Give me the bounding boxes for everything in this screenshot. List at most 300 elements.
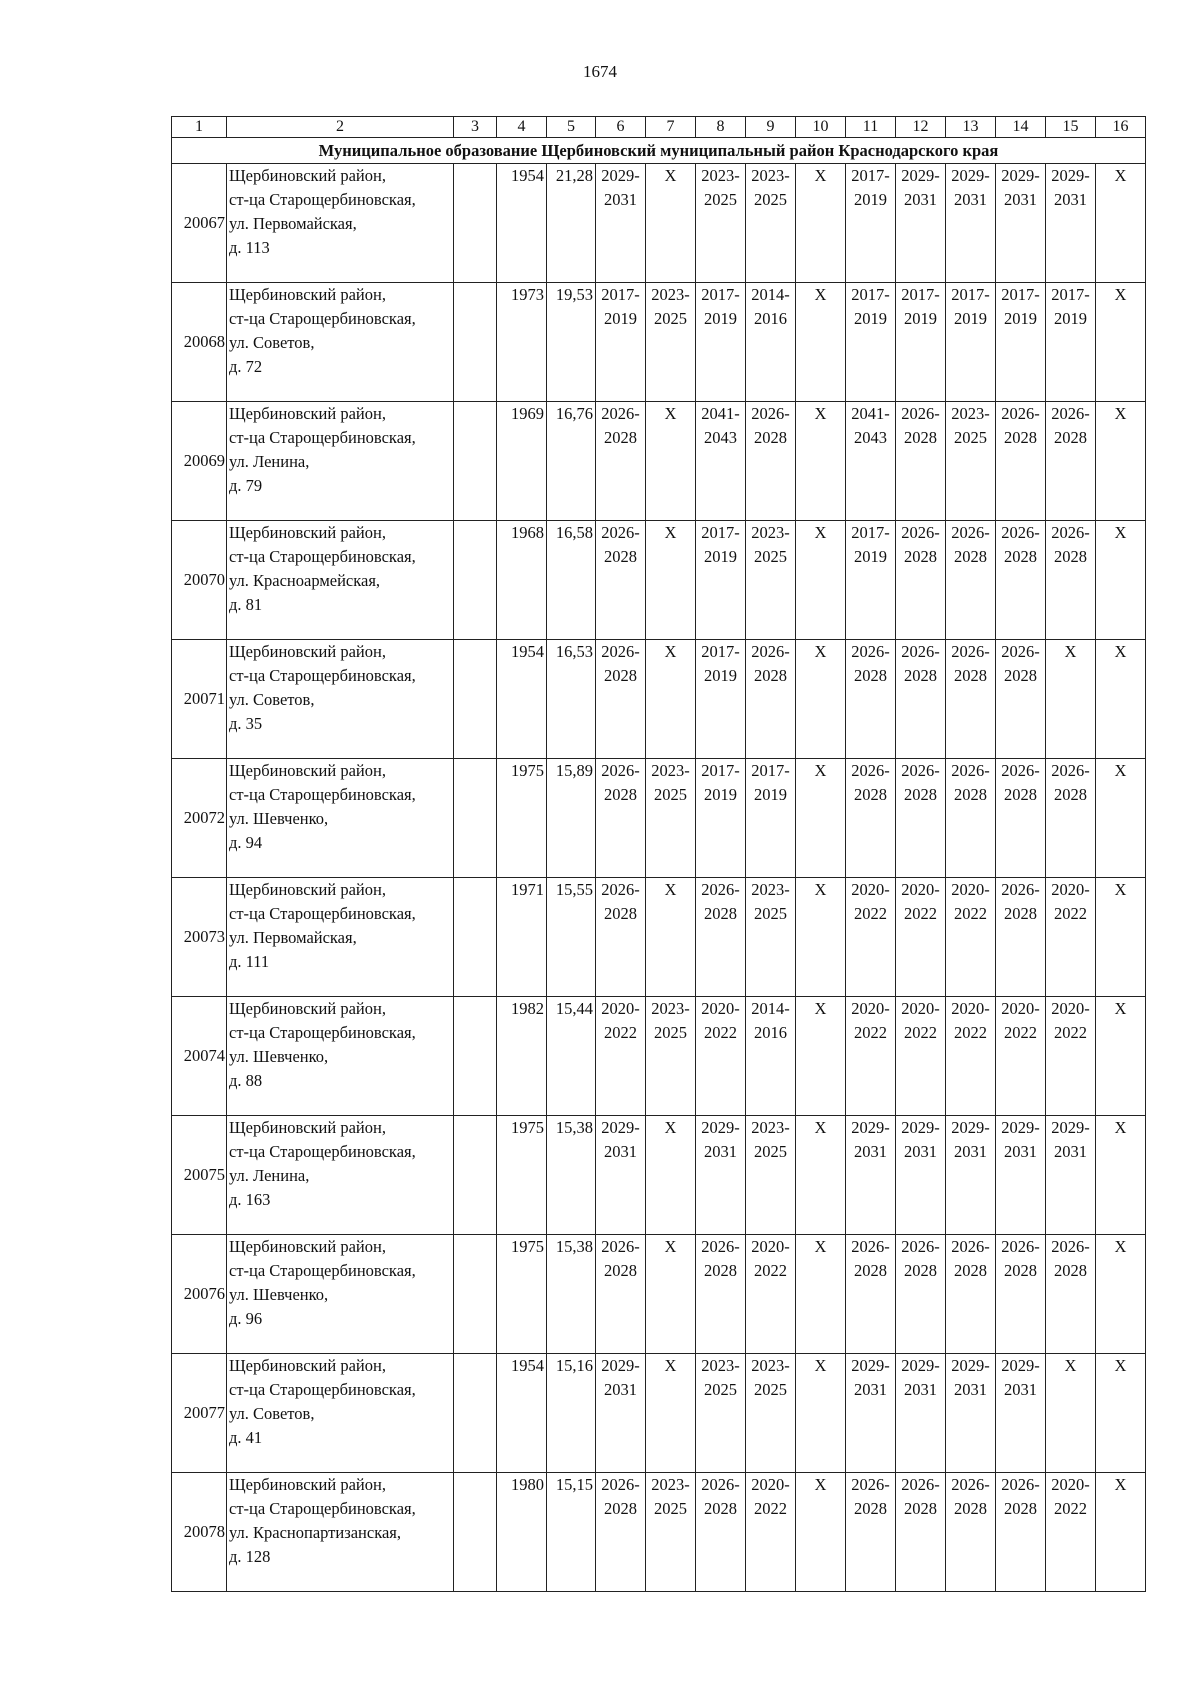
period-c12 [896, 1354, 946, 1473]
period-c10 [796, 878, 846, 997]
period-c12 [896, 640, 946, 759]
period-c16 [1096, 521, 1146, 640]
period-start: X [1114, 761, 1127, 780]
period-start: 2020- [701, 999, 740, 1018]
period-end: 2025 [654, 1023, 687, 1042]
column-number: 9 [746, 117, 796, 138]
period-end: 2028 [1004, 1261, 1037, 1280]
period-start: 2029- [901, 1356, 940, 1375]
period-c10 [796, 1473, 846, 1592]
period-start: 2023- [651, 999, 690, 1018]
period-start: 2029- [701, 1118, 740, 1137]
address-cell [227, 283, 454, 402]
column-3-cell [454, 878, 497, 997]
period-end: 2019 [1054, 309, 1087, 328]
period-c12 [896, 1235, 946, 1354]
period-c9 [746, 1473, 796, 1592]
period-end: 2031 [904, 1380, 937, 1399]
period-c13 [946, 878, 996, 997]
address-line: ул. Советов, [229, 1404, 315, 1423]
address-line: Щербиновский район, [229, 1237, 386, 1256]
period-start: 2023- [751, 166, 790, 185]
period-c6 [596, 521, 646, 640]
period-c16 [1096, 1235, 1146, 1354]
period-start: 2026- [1051, 1237, 1090, 1256]
period-end: 2022 [1054, 1499, 1087, 1518]
period-c12 [896, 402, 946, 521]
area-value: 15,15 [547, 1473, 596, 1592]
address-line: ст-ца Старощербиновская, [229, 190, 416, 209]
period-c7 [646, 997, 696, 1116]
period-start: 2026- [701, 1237, 740, 1256]
period-start: 2026- [851, 642, 890, 661]
address-line: ст-ца Старощербиновская, [229, 1380, 416, 1399]
page-number: 1674 [583, 62, 617, 81]
period-c16 [1096, 759, 1146, 878]
period-end: 2043 [854, 428, 887, 447]
period-start: X [814, 404, 827, 423]
period-start: 2026- [901, 1237, 940, 1256]
period-end: 2028 [1004, 904, 1037, 923]
column-3-cell [454, 1354, 497, 1473]
period-start: 2026- [751, 404, 790, 423]
period-c15 [1046, 1473, 1096, 1592]
address-line: Щербиновский район, [229, 166, 386, 185]
period-start: X [1114, 880, 1127, 899]
period-end: 2031 [704, 1142, 737, 1161]
period-c12 [896, 283, 946, 402]
period-c7 [646, 759, 696, 878]
period-end: 2022 [1054, 904, 1087, 923]
area-value: 15,38 [547, 1116, 596, 1235]
period-c16 [1096, 1473, 1146, 1592]
period-end: 2028 [604, 547, 637, 566]
column-number: 12 [896, 117, 946, 138]
address-line: ст-ца Старощербиновская, [229, 1499, 416, 1518]
address-line: ул. Краснопартизанская, [229, 1523, 402, 1542]
address-line: ст-ца Старощербиновская, [229, 785, 416, 804]
period-start: 2017- [701, 285, 740, 304]
period-c12 [896, 1473, 946, 1592]
period-c7 [646, 521, 696, 640]
address-cell [227, 640, 454, 759]
period-end: 2016 [754, 309, 787, 328]
address-line: Щербиновский район, [229, 1475, 386, 1494]
address-line: д. 88 [229, 1071, 263, 1090]
period-c9 [746, 164, 796, 283]
period-c8 [696, 759, 746, 878]
period-start: X [1064, 1356, 1077, 1375]
period-c15 [1046, 759, 1096, 878]
record-id: 20074 [172, 997, 227, 1116]
period-c6 [596, 997, 646, 1116]
commissioning-year: 1975 [497, 1235, 547, 1354]
period-end: 2031 [904, 190, 937, 209]
period-start: 2026- [951, 642, 990, 661]
address-line: д. 72 [229, 357, 263, 376]
period-end: 2025 [754, 190, 787, 209]
period-start: X [814, 1356, 827, 1375]
address-cell [227, 1235, 454, 1354]
period-end: 2028 [754, 428, 787, 447]
section-row [172, 138, 1146, 164]
commissioning-year: 1954 [497, 164, 547, 283]
period-start: X [1114, 1237, 1127, 1256]
period-end: 2016 [754, 1023, 787, 1042]
period-end: 2028 [1004, 428, 1037, 447]
period-end: 2028 [854, 785, 887, 804]
table-row [172, 878, 1146, 997]
period-start: 2026- [1001, 1475, 1040, 1494]
address-line: Щербиновский район, [229, 285, 386, 304]
period-end: 2031 [854, 1380, 887, 1399]
period-start: 2023- [751, 1356, 790, 1375]
period-end: 2022 [954, 904, 987, 923]
column-number: 6 [596, 117, 646, 138]
period-end: 2031 [954, 1380, 987, 1399]
period-end: 2028 [954, 1499, 987, 1518]
period-c8 [696, 164, 746, 283]
address-cell [227, 878, 454, 997]
record-id: 20069 [172, 402, 227, 521]
period-c14 [996, 1354, 1046, 1473]
period-c6 [596, 759, 646, 878]
period-start: 2017- [851, 285, 890, 304]
address-line: ст-ца Старощербиновская, [229, 1023, 416, 1042]
period-start: 2017- [601, 285, 640, 304]
period-start: X [1064, 642, 1077, 661]
address-line: ул. Ленина, [229, 452, 310, 471]
period-start: X [1114, 285, 1127, 304]
record-id: 20067 [172, 164, 227, 283]
period-c12 [896, 1116, 946, 1235]
address-line: Щербиновский район, [229, 1118, 386, 1137]
period-start: 2020- [851, 880, 890, 899]
period-end: 2028 [604, 666, 637, 685]
period-end: 2019 [704, 547, 737, 566]
column-number: 7 [646, 117, 696, 138]
period-start: 2029- [851, 1356, 890, 1375]
period-c11 [846, 640, 896, 759]
period-end: 2028 [1054, 785, 1087, 804]
period-end: 2031 [1054, 190, 1087, 209]
period-end: 2019 [854, 547, 887, 566]
record-id: 20070 [172, 521, 227, 640]
period-end: 2028 [1054, 547, 1087, 566]
period-start: 2023- [751, 880, 790, 899]
period-start: 2023- [751, 1118, 790, 1137]
period-c15 [1046, 1354, 1096, 1473]
area-value: 15,89 [547, 759, 596, 878]
period-c13 [946, 402, 996, 521]
period-start: 2026- [1001, 880, 1040, 899]
period-end: 2028 [904, 785, 937, 804]
period-c10 [796, 283, 846, 402]
period-c10 [796, 640, 846, 759]
period-start: 2026- [1051, 523, 1090, 542]
period-c7 [646, 283, 696, 402]
record-id: 20075 [172, 1116, 227, 1235]
period-end: 2028 [1004, 785, 1037, 804]
address-line: ул. Первомайская, [229, 214, 357, 233]
period-c16 [1096, 1116, 1146, 1235]
period-start: 2026- [901, 523, 940, 542]
period-start: 2026- [701, 880, 740, 899]
period-c13 [946, 997, 996, 1116]
period-c11 [846, 878, 896, 997]
address-line: ст-ца Старощербиновская, [229, 428, 416, 447]
table-row [172, 283, 1146, 402]
period-start: 2029- [1051, 1118, 1090, 1137]
column-number: 3 [454, 117, 497, 138]
period-c6 [596, 878, 646, 997]
period-end: 2025 [704, 1380, 737, 1399]
period-c14 [996, 997, 1046, 1116]
period-start: 2026- [601, 642, 640, 661]
period-end: 2028 [1004, 666, 1037, 685]
period-end: 2028 [604, 428, 637, 447]
period-end: 2028 [954, 547, 987, 566]
address-cell [227, 997, 454, 1116]
period-c11 [846, 164, 896, 283]
column-3-cell [454, 1473, 497, 1592]
period-start: 2041- [701, 404, 740, 423]
address-line: д. 81 [229, 595, 263, 614]
period-start: 2020- [1051, 999, 1090, 1018]
period-start: X [664, 166, 677, 185]
commissioning-year: 1954 [497, 1354, 547, 1473]
address-cell [227, 1473, 454, 1592]
period-end: 2022 [1054, 1023, 1087, 1042]
period-start: 2041- [851, 404, 890, 423]
period-c7 [646, 1354, 696, 1473]
period-end: 2025 [654, 309, 687, 328]
table-row [172, 640, 1146, 759]
period-c11 [846, 1473, 896, 1592]
period-end: 2022 [1004, 1023, 1037, 1042]
address-line: д. 79 [229, 476, 263, 495]
period-end: 2022 [904, 904, 937, 923]
period-c11 [846, 283, 896, 402]
period-c11 [846, 402, 896, 521]
address-line: Щербиновский район, [229, 642, 386, 661]
period-c13 [946, 1473, 996, 1592]
register-table [171, 116, 1146, 1592]
period-start: X [814, 761, 827, 780]
period-end: 2028 [1004, 547, 1037, 566]
period-start: 2020- [601, 999, 640, 1018]
commissioning-year: 1982 [497, 997, 547, 1116]
address-line: ст-ца Старощербиновская, [229, 1261, 416, 1280]
period-c8 [696, 1473, 746, 1592]
period-start: X [664, 880, 677, 899]
commissioning-year: 1968 [497, 521, 547, 640]
period-start: X [1114, 166, 1127, 185]
period-start: X [1114, 1356, 1127, 1375]
period-start: 2029- [951, 1118, 990, 1137]
commissioning-year: 1980 [497, 1473, 547, 1592]
period-start: 2026- [601, 523, 640, 542]
address-line: Щербиновский район, [229, 880, 386, 899]
address-line: ул. Шевченко, [229, 1285, 329, 1304]
commissioning-year: 1954 [497, 640, 547, 759]
period-start: 2026- [601, 880, 640, 899]
period-c14 [996, 1235, 1046, 1354]
period-end: 2025 [754, 904, 787, 923]
period-end: 2031 [954, 1142, 987, 1161]
period-start: 2026- [851, 1475, 890, 1494]
period-c9 [746, 1354, 796, 1473]
period-end: 2028 [904, 1261, 937, 1280]
column-3-cell [454, 1116, 497, 1235]
period-end: 2019 [704, 666, 737, 685]
period-c12 [896, 997, 946, 1116]
period-start: X [814, 642, 827, 661]
address-line: ст-ца Старощербиновская, [229, 547, 416, 566]
period-start: X [664, 642, 677, 661]
period-start: 2017- [1001, 285, 1040, 304]
period-start: 2017- [701, 642, 740, 661]
period-end: 2025 [954, 428, 987, 447]
period-end: 2028 [854, 1499, 887, 1518]
period-start: 2017- [951, 285, 990, 304]
period-c9 [746, 402, 796, 521]
period-end: 2028 [704, 1261, 737, 1280]
period-start: 2020- [901, 880, 940, 899]
area-value: 16,76 [547, 402, 596, 521]
period-c15 [1046, 164, 1096, 283]
period-start: X [664, 1237, 677, 1256]
period-c16 [1096, 640, 1146, 759]
record-id: 20073 [172, 878, 227, 997]
area-value: 15,38 [547, 1235, 596, 1354]
table-row [172, 759, 1146, 878]
commissioning-year: 1969 [497, 402, 547, 521]
period-end: 2025 [654, 785, 687, 804]
period-start: 2026- [1001, 1237, 1040, 1256]
period-end: 2022 [954, 1023, 987, 1042]
period-c11 [846, 997, 896, 1116]
column-number: 15 [1046, 117, 1096, 138]
period-start: 2020- [901, 999, 940, 1018]
period-start: 2026- [1051, 761, 1090, 780]
period-c16 [1096, 402, 1146, 521]
period-c15 [1046, 1116, 1096, 1235]
period-end: 2022 [904, 1023, 937, 1042]
period-start: 2026- [951, 523, 990, 542]
period-start: 2020- [751, 1475, 790, 1494]
column-3-cell [454, 759, 497, 878]
commissioning-year: 1971 [497, 878, 547, 997]
address-line: д. 94 [229, 833, 263, 852]
column-number: 8 [696, 117, 746, 138]
period-c11 [846, 1354, 896, 1473]
column-number: 11 [846, 117, 896, 138]
period-end: 2031 [1004, 1380, 1037, 1399]
period-start: X [814, 1475, 827, 1494]
address-line: ст-ца Старощербиновская, [229, 666, 416, 685]
period-start: X [1114, 404, 1127, 423]
period-end: 2019 [754, 785, 787, 804]
address-line: ст-ца Старощербиновская, [229, 309, 416, 328]
period-start: 2017- [701, 761, 740, 780]
period-c15 [1046, 997, 1096, 1116]
period-c10 [796, 997, 846, 1116]
period-c10 [796, 1235, 846, 1354]
period-end: 2025 [754, 547, 787, 566]
table-row [172, 164, 1146, 283]
address-line: Щербиновский район, [229, 404, 386, 423]
period-c8 [696, 402, 746, 521]
period-c15 [1046, 640, 1096, 759]
period-start: X [664, 1356, 677, 1375]
column-3-cell [454, 283, 497, 402]
period-c7 [646, 878, 696, 997]
address-line: ул. Ленина, [229, 1166, 310, 1185]
period-end: 2031 [604, 1142, 637, 1161]
period-start: 2020- [1051, 880, 1090, 899]
commissioning-year: 1975 [497, 759, 547, 878]
period-c6 [596, 1116, 646, 1235]
period-start: X [814, 1237, 827, 1256]
period-c11 [846, 1116, 896, 1235]
period-start: 2026- [601, 1237, 640, 1256]
column-number: 14 [996, 117, 1046, 138]
column-number: 5 [547, 117, 596, 138]
period-c16 [1096, 997, 1146, 1116]
period-start: X [814, 166, 827, 185]
period-c14 [996, 1116, 1046, 1235]
period-end: 2019 [1004, 309, 1037, 328]
period-c15 [1046, 521, 1096, 640]
area-value: 16,53 [547, 640, 596, 759]
address-cell [227, 164, 454, 283]
record-id: 20068 [172, 283, 227, 402]
period-c10 [796, 1354, 846, 1473]
column-3-cell [454, 521, 497, 640]
period-start: 2026- [601, 761, 640, 780]
record-id: 20071 [172, 640, 227, 759]
period-c7 [646, 164, 696, 283]
period-start: 2026- [951, 761, 990, 780]
period-end: 2022 [854, 1023, 887, 1042]
period-start: X [814, 880, 827, 899]
table-row [172, 1235, 1146, 1354]
address-line: ул. Советов, [229, 690, 315, 709]
period-c10 [796, 1116, 846, 1235]
period-end: 2028 [704, 1499, 737, 1518]
period-start: 2029- [1001, 1356, 1040, 1375]
period-start: X [814, 1118, 827, 1137]
period-c8 [696, 521, 746, 640]
table-row [172, 1354, 1146, 1473]
period-c6 [596, 640, 646, 759]
period-end: 2019 [854, 190, 887, 209]
area-value: 15,55 [547, 878, 596, 997]
period-start: 2017- [701, 523, 740, 542]
period-start: 2026- [601, 1475, 640, 1494]
period-start: 2020- [851, 999, 890, 1018]
column-3-cell [454, 640, 497, 759]
period-start: 2029- [601, 166, 640, 185]
period-start: 2026- [851, 1237, 890, 1256]
period-start: 2026- [751, 642, 790, 661]
period-c9 [746, 878, 796, 997]
period-start: 2020- [1051, 1475, 1090, 1494]
period-start: 2017- [901, 285, 940, 304]
period-start: 2023- [701, 1356, 740, 1375]
period-start: 2023- [651, 761, 690, 780]
